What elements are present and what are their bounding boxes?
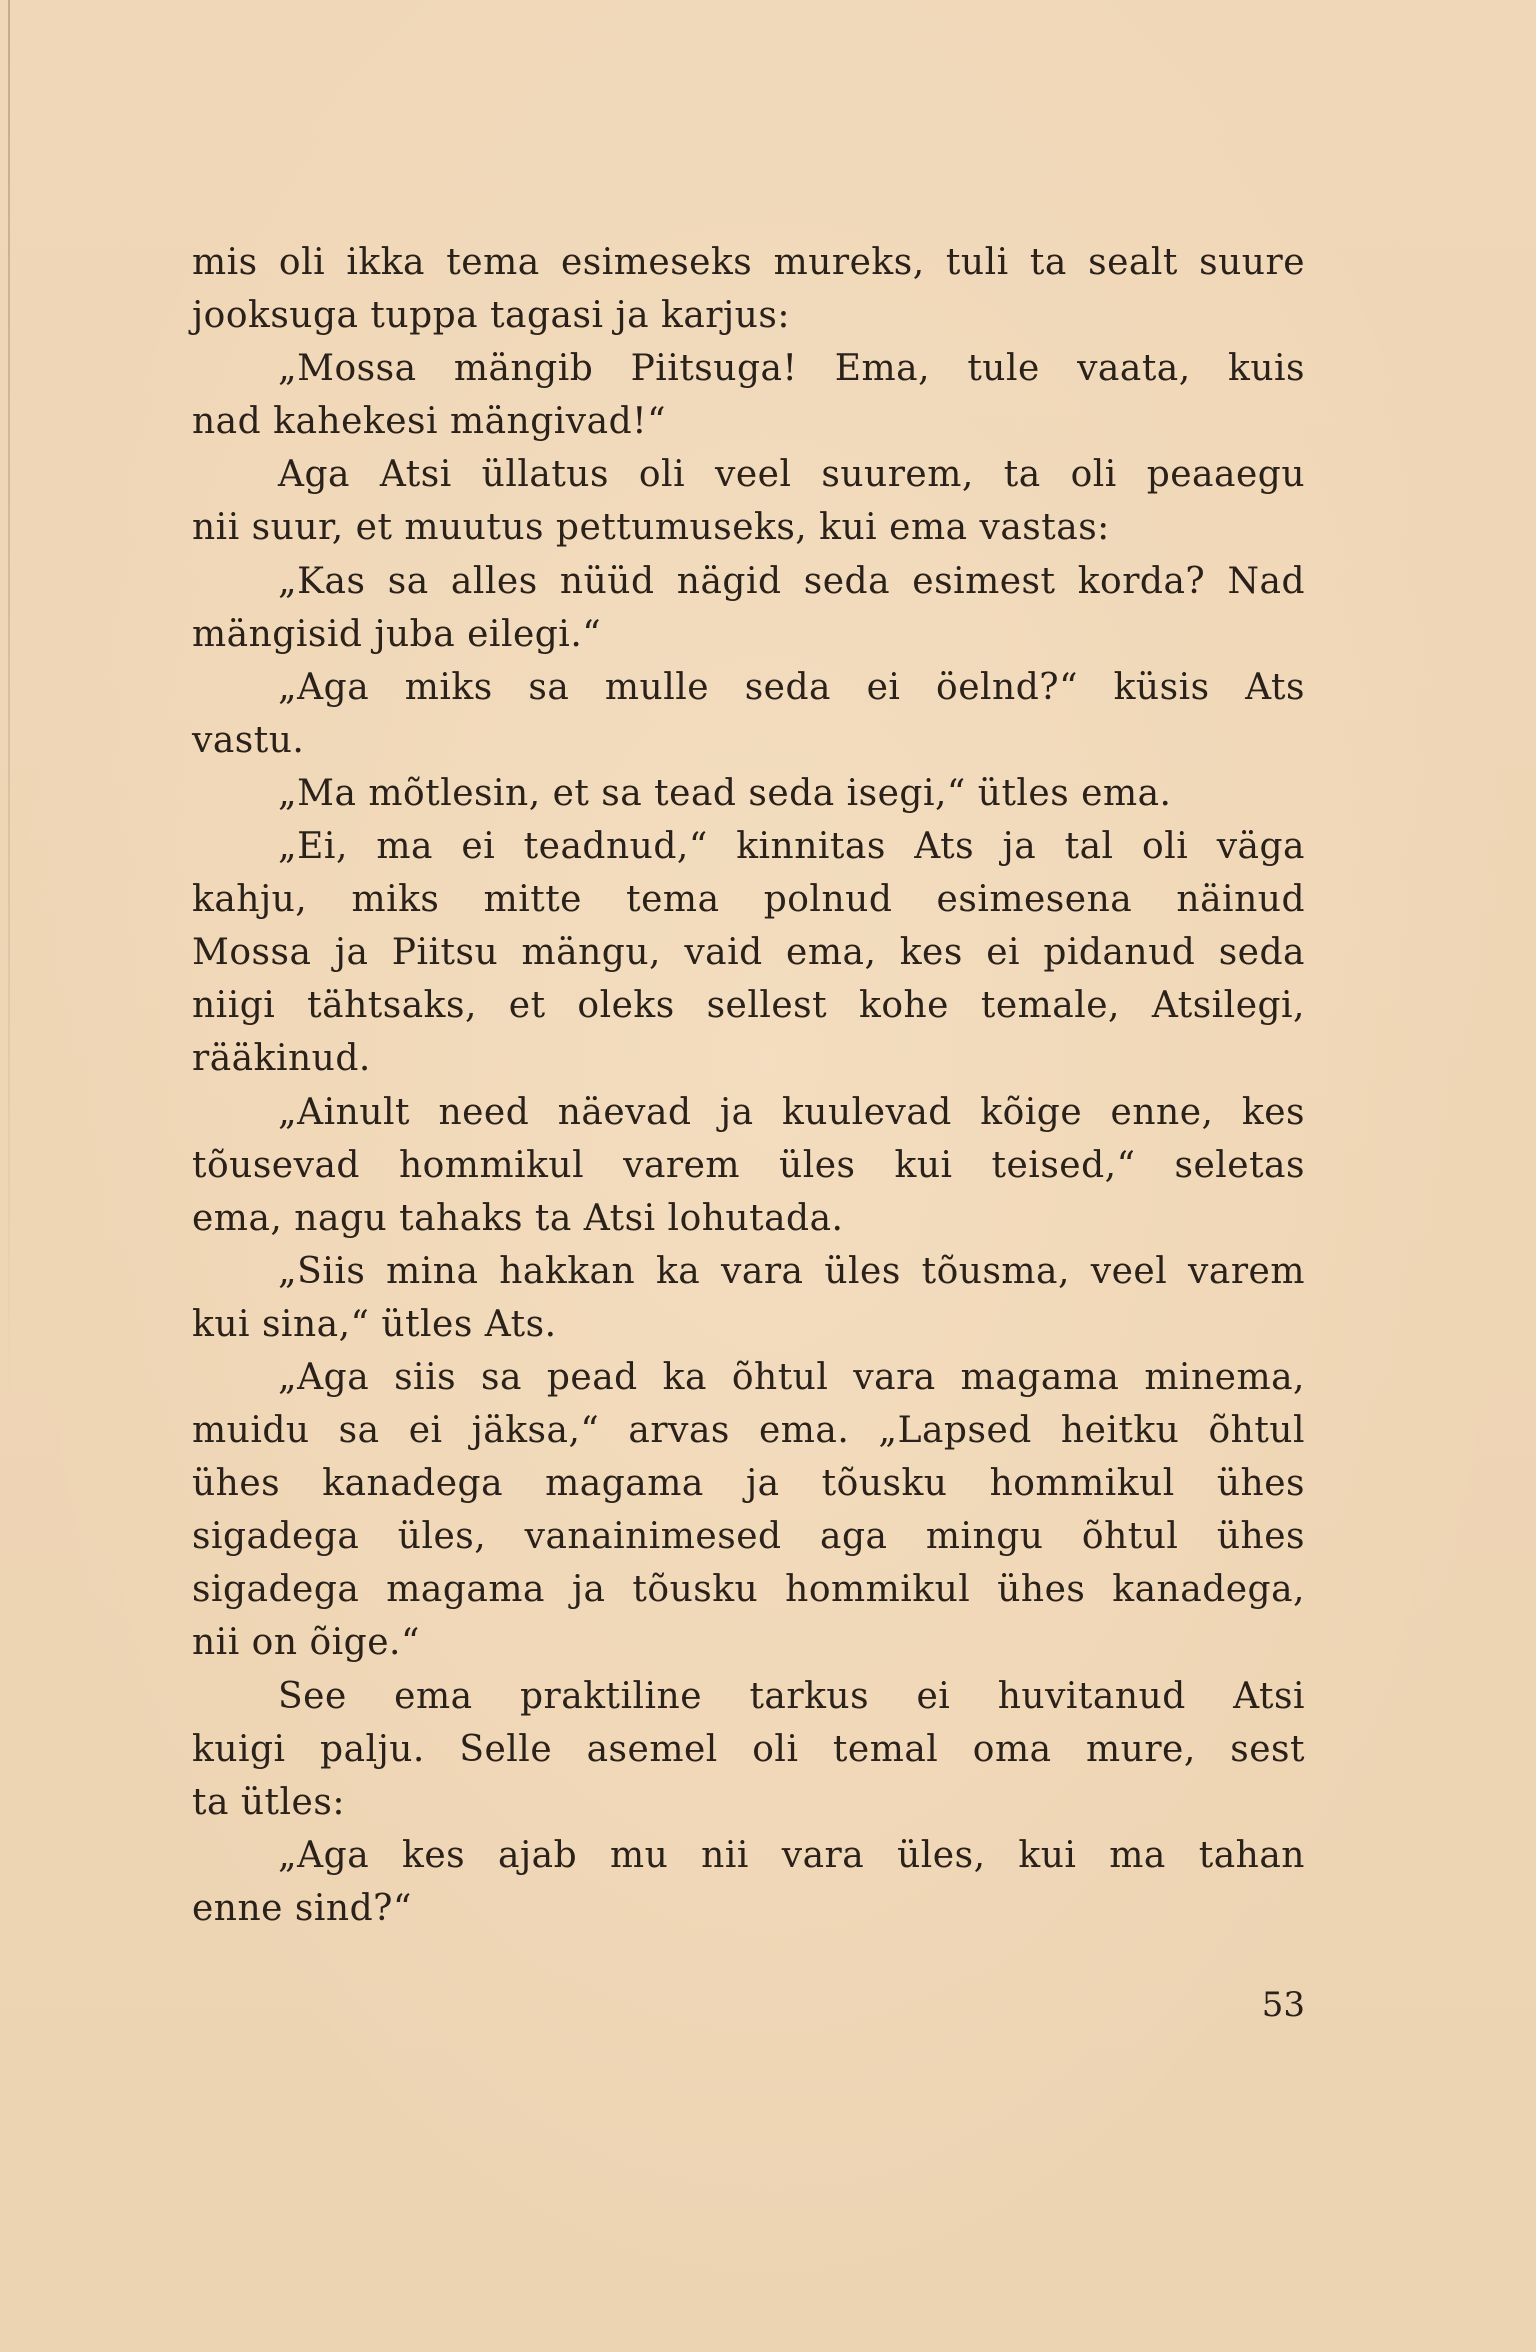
- text-line: Mossa ja Piitsu mängu, vaid ema, kes ei pidanud seda: [192, 932, 1305, 974]
- page-number: 53: [1261, 1985, 1305, 2025]
- text-line: vastu.: [192, 719, 305, 761]
- body-text: [192, 236, 1305, 1935]
- text-line: nad kahekesi mängivad!“: [192, 401, 667, 443]
- text-line: ühes kanadega magama ja tõusku hommikul ühes: [192, 1463, 1305, 1505]
- text-line: mis oli ikka tema esimeseks mureks, tuli ta sealt suure: [192, 242, 1305, 283]
- text-line: nii on õige.“: [192, 1622, 420, 1664]
- text-line: niigi tähtsaks, et oleks sellest kohe temale, Atsilegi,: [192, 985, 1305, 1027]
- text-line: „Siis mina hakkan ka vara üles tõusma, veel varem: [278, 1250, 1305, 1292]
- text-line: sigadega üles, vanainimesed aga mingu õhtul ühes: [192, 1516, 1305, 1558]
- text-line: tõusevad hommikul varem üles kui teised,“ seletas: [192, 1144, 1305, 1186]
- text-line: mängisid juba eilegi.“: [192, 613, 602, 655]
- text-line: „Ei, ma ei teadnud,“ kinnitas Ats ja tal oli väga: [278, 826, 1305, 868]
- text-line: ema, nagu tahaks ta Atsi lohutada.: [192, 1197, 844, 1239]
- text-line: kui sina,“ ütles Ats.: [192, 1303, 557, 1345]
- text-line: nii suur, et muutus pettumuseks, kui ema vastas:: [192, 507, 1110, 549]
- text-line: ta ütles:: [192, 1781, 345, 1823]
- text-line: See ema praktiline tarkus ei huvitanud Atsi: [278, 1675, 1305, 1717]
- text-line: „Aga kes ajab mu nii vara üles, kui ma tahan: [278, 1834, 1305, 1876]
- text-line: rääkinud.: [192, 1038, 371, 1080]
- text-line: „Aga miks sa mulle seda ei öelnd?“ küsis Ats: [278, 666, 1305, 708]
- page-edge-shadow: [8, 0, 10, 1420]
- text-line: jooksuga tuppa tagasi ja karjus:: [192, 295, 790, 337]
- text-line: muidu sa ei jäksa,“ arvas ema. „Lapsed heitku õhtul: [192, 1410, 1305, 1452]
- text-line: „Ma mõtlesin, et sa tead seda isegi,“ ütles ema.: [278, 772, 1172, 814]
- text-line: „Mossa mängib Piitsuga! Ema, tule vaata, kuis: [278, 348, 1305, 390]
- text-line: „Aga siis sa pead ka õhtul vara magama minema,: [278, 1356, 1305, 1398]
- text-line: kahju, miks mitte tema polnud esimesena näinud: [192, 879, 1305, 921]
- text-line: kuigi palju. Selle asemel oli temal oma mure, sest: [192, 1728, 1305, 1770]
- text-line: „Kas sa alles nüüd nägid seda esimest korda? Nad: [278, 560, 1305, 602]
- text-line: „Ainult need näevad ja kuulevad kõige enne, kes: [278, 1091, 1305, 1133]
- text-line: Aga Atsi üllatus oli veel suurem, ta oli peaaegu: [278, 454, 1305, 496]
- text-line: sigadega magama ja tõusku hommikul ühes kanadega,: [192, 1569, 1305, 1611]
- text-line: enne sind?“: [192, 1887, 412, 1929]
